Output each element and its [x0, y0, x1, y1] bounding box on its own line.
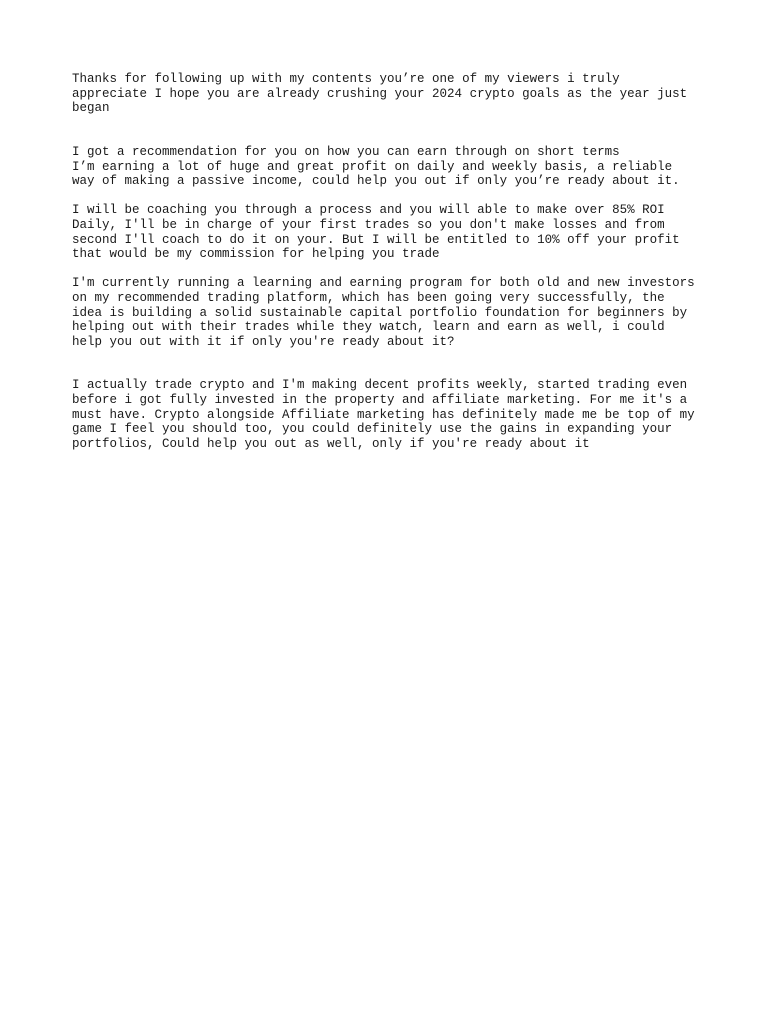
document-body-text: Thanks for following up with my contents you’re one of my viewers i truly appreciate I hope you are already crushing your 2024 crypto goals as the year just began I got a recommendation for you on how you can earn through on short terms I’m earning a lot of huge and great profit on daily and weekly basis, a reliable way of making a passive income, could help you out if only you’re ready about it. I will be coaching you through a process and you will able to make over 85% ROI Daily, I'll be in charge of your first trades so you don't make losses and from second I'll coach to do it on your. But I will be entitled to 10% off your profit that would be my commission for helping you trade I'm currently running a learning and earning program for both old and new investors on my recommended trading platform, which has been going very successfully, the idea is building a solid sustainable capital portfolio foundation for beginners by helping out with their trades while they watch, learn and earn as well, i could help you out with it if only you're ready about it? I actually trade crypto and I'm making decent profits weekly, started trading even before i got fully invested in the property and affiliate marketing. For me it's a must have. Crypto alongside Affiliate marketing has definitely made me be top of my game I feel you should too, you could definitely use the gains in expanding your portfolios, Could help you out as well, only if you're ready about it	[72, 72, 695, 451]
